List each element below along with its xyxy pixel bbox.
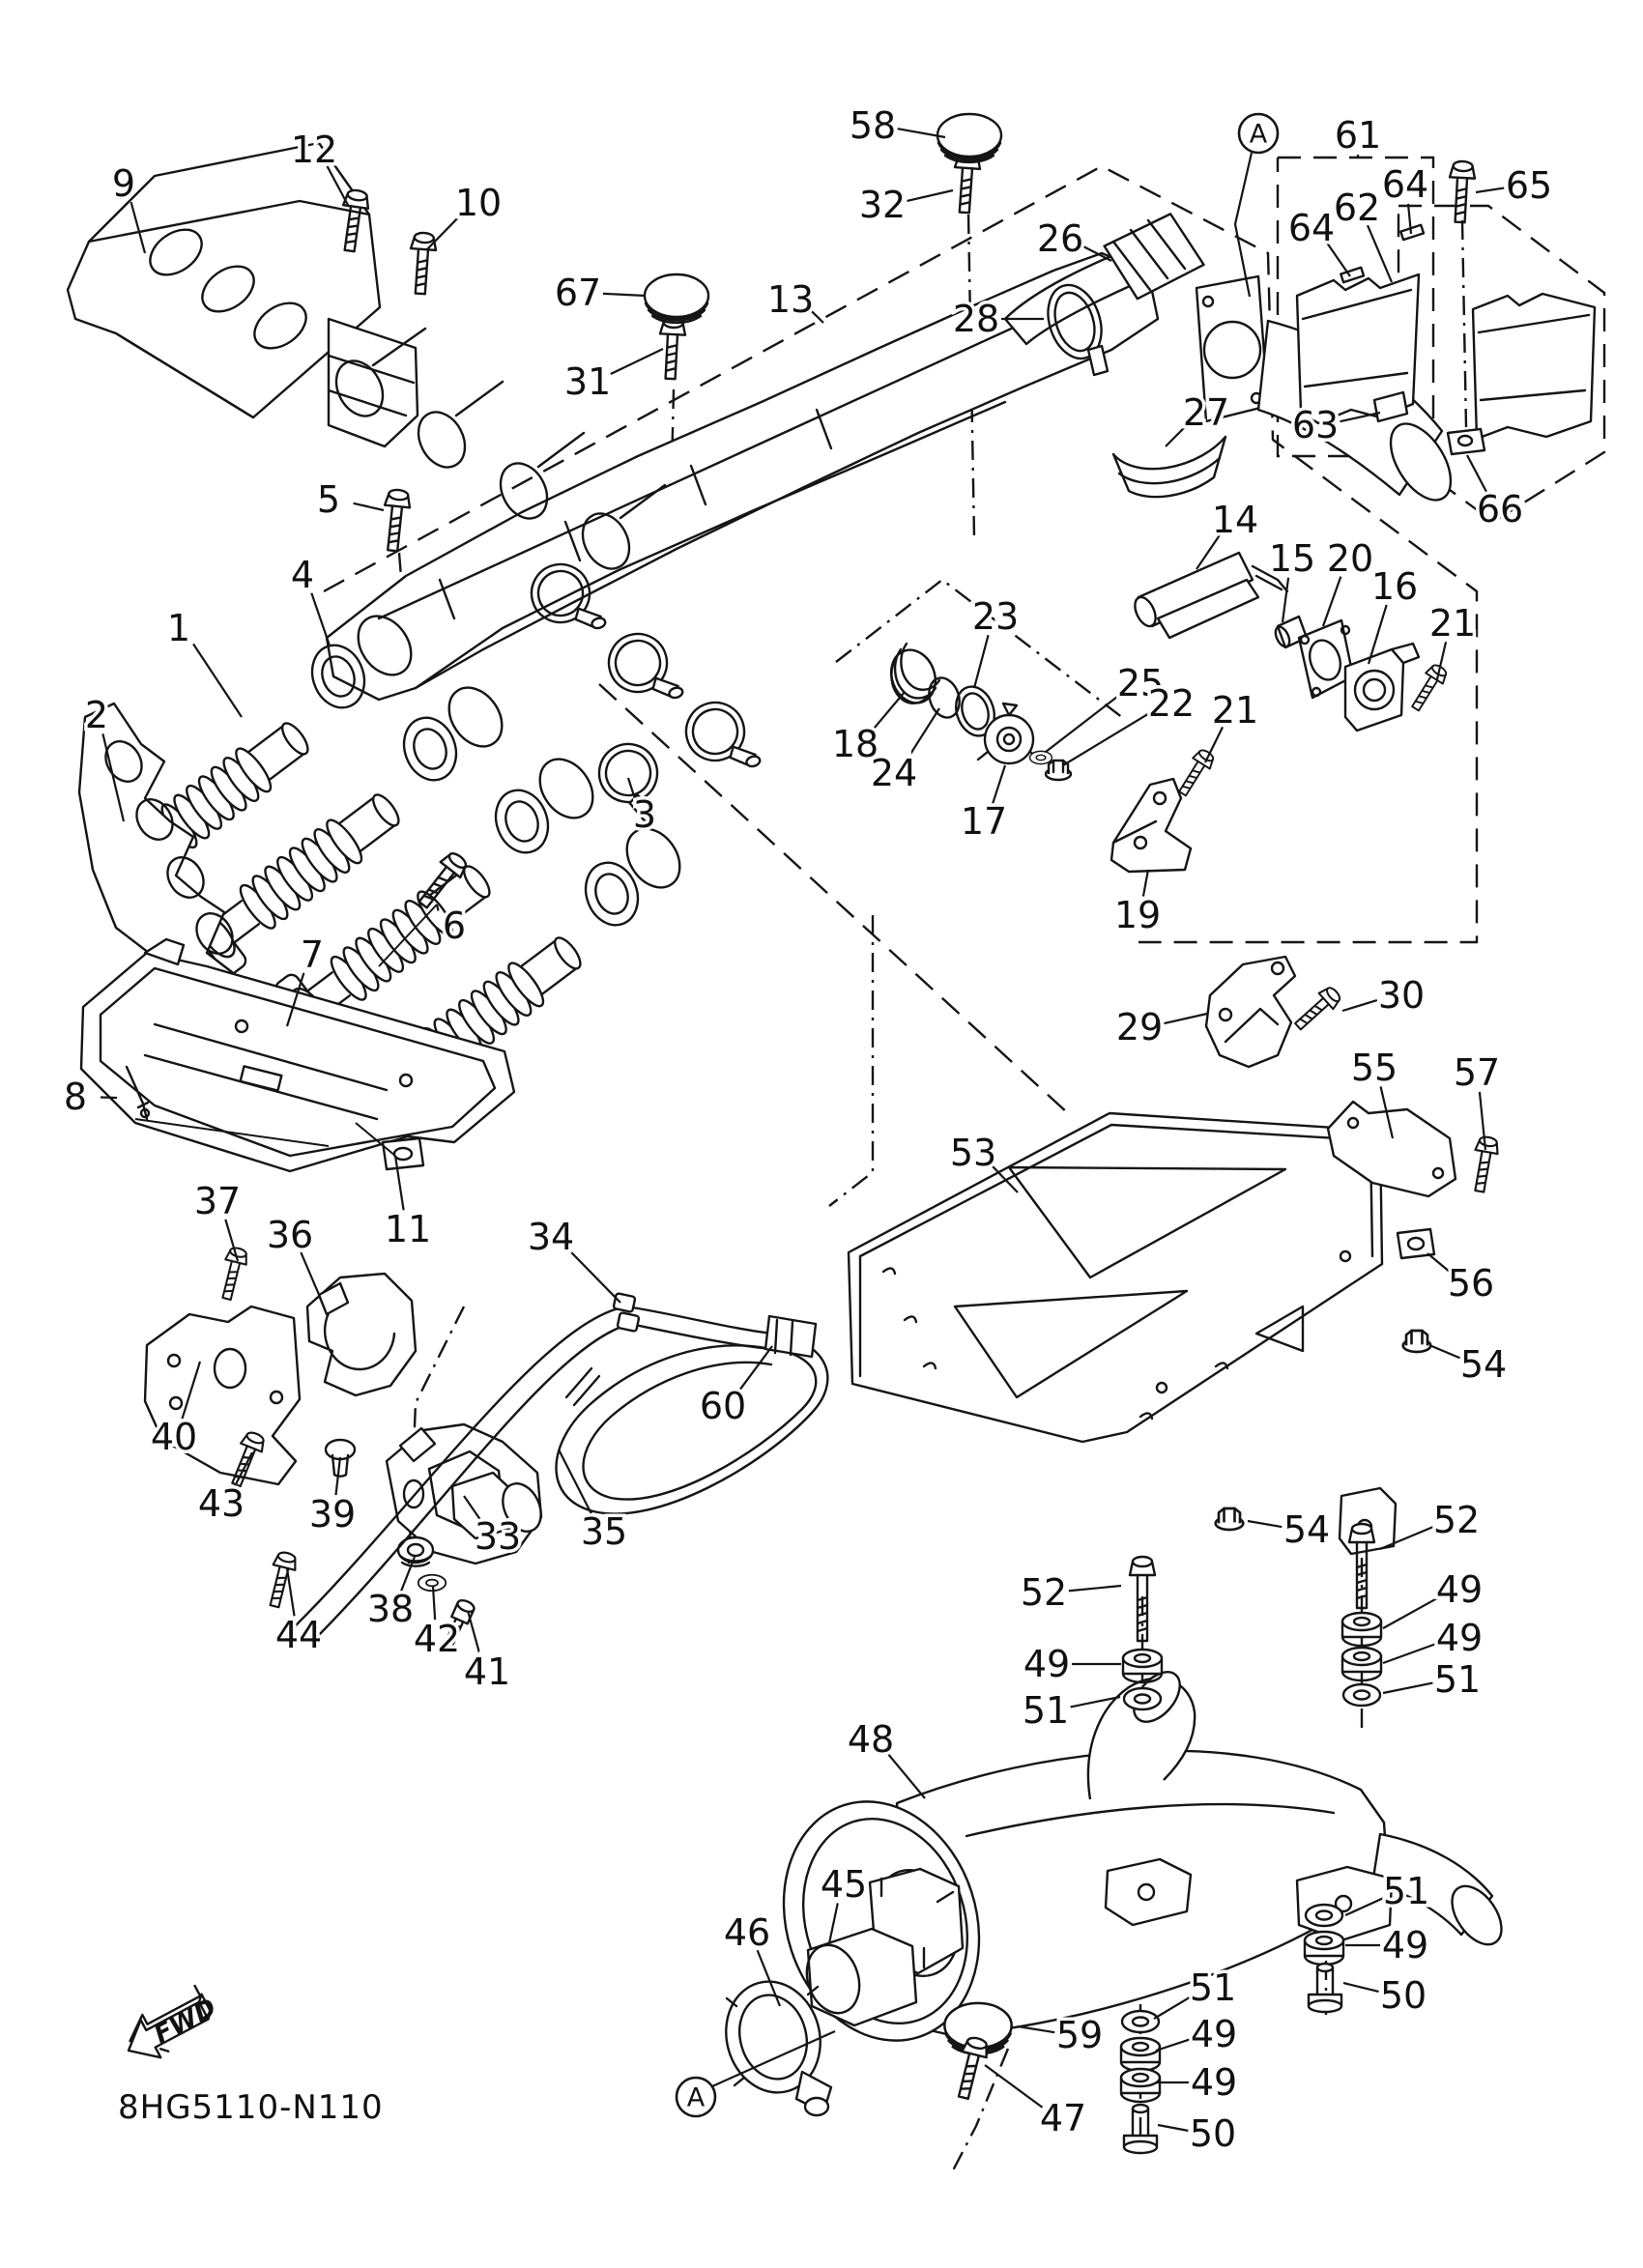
washer-51: [1306, 1905, 1342, 1926]
cap-58: [937, 114, 1001, 162]
clip-11: [383, 1138, 423, 1169]
callout-43: 43: [197, 1482, 245, 1525]
callout-46: 46: [723, 1911, 771, 1954]
callout-19: 19: [1113, 894, 1162, 936]
callout-47: 47: [1039, 2097, 1087, 2139]
callout-59: 59: [1055, 2014, 1104, 2056]
fwd-text: FWD: [149, 1993, 221, 2051]
bolt-21: [1174, 747, 1217, 799]
joint-spring-18: [884, 644, 942, 709]
callout-51: 51: [1382, 1870, 1430, 1912]
callout-30: 30: [1377, 974, 1426, 1017]
bolt-44: [264, 1550, 299, 1609]
callout-3: 3: [632, 793, 657, 836]
callout-23: 23: [971, 595, 1020, 638]
callout-28: 28: [952, 298, 1000, 340]
callout-42: 42: [413, 1618, 461, 1660]
part-code: 8HG5110-N110: [118, 2088, 384, 2127]
fwd-arrow: [116, 1982, 223, 2069]
callout-56: 56: [1447, 1262, 1495, 1305]
callout-38: 38: [366, 1588, 415, 1630]
callout-26: 26: [1036, 217, 1084, 260]
callout-9: 9: [111, 162, 136, 205]
damper-49: [1305, 1932, 1343, 1965]
callout-49: 49: [1435, 1617, 1484, 1659]
muffler-bracket-lower: [1297, 1867, 1392, 1940]
shield-62-installed: [1473, 294, 1595, 439]
callout-66: 66: [1476, 488, 1524, 531]
callout-61: 61: [1334, 114, 1382, 157]
callout-31: 31: [563, 360, 612, 403]
bolt-6: [413, 849, 470, 913]
callout-49: 49: [1435, 1568, 1484, 1611]
callout-50: 50: [1379, 1974, 1427, 2017]
callout-63: 63: [1291, 404, 1340, 446]
callout-40: 40: [150, 1416, 198, 1458]
damper-64: [1340, 268, 1364, 282]
callout-64: 64: [1381, 163, 1429, 206]
under-cover-7: [81, 939, 514, 1171]
washer-25: [1030, 751, 1052, 763]
callout-17: 17: [960, 800, 1008, 843]
callout-34: 34: [527, 1216, 575, 1258]
callout-1: 1: [166, 607, 191, 649]
callout-24: 24: [870, 752, 918, 794]
callout-20: 20: [1326, 537, 1374, 580]
cable-loop-35: [556, 1334, 827, 1513]
cap-67: [645, 274, 708, 323]
seal-ring-4: [395, 710, 464, 788]
bolt-52: [1349, 1524, 1374, 1608]
callout-50: 50: [1189, 2112, 1237, 2155]
outlet-joint-16: [1345, 644, 1419, 731]
callout-51: 51: [1433, 1658, 1482, 1701]
callout-21: 21: [1428, 602, 1477, 645]
callout-39: 39: [308, 1493, 357, 1536]
callout-60: 60: [699, 1385, 747, 1427]
cable-bracket-36: [307, 1274, 416, 1395]
callout-65: 65: [1505, 164, 1553, 207]
callout-5: 5: [316, 478, 341, 521]
callout-14: 14: [1211, 499, 1259, 541]
callout-15: 15: [1268, 537, 1316, 580]
svg-text:A: A: [1249, 119, 1268, 150]
callout-52: 52: [1020, 1571, 1068, 1614]
damper-64: [1400, 225, 1424, 240]
callout-49: 49: [1381, 1924, 1429, 1967]
nut-54: [1216, 1508, 1244, 1530]
callout-11: 11: [384, 1208, 432, 1250]
washer-51: [1343, 1684, 1380, 1706]
callout-10: 10: [454, 182, 503, 224]
callout-12: 12: [290, 129, 338, 171]
callout-57: 57: [1453, 1051, 1501, 1094]
muffler-shield-27: [1113, 437, 1225, 497]
callout-58: 58: [849, 104, 897, 147]
callout-49: 49: [1190, 2013, 1238, 2055]
clip-nut-66: [1448, 429, 1484, 454]
callout-25: 25: [1116, 662, 1165, 704]
callout-21: 21: [1211, 689, 1259, 732]
callout-55: 55: [1350, 1047, 1398, 1089]
callout-54: 54: [1283, 1508, 1331, 1551]
callout-67: 67: [554, 272, 602, 314]
callout-45: 45: [820, 1863, 868, 1906]
bolt-10: [408, 232, 437, 295]
callout-27: 27: [1182, 391, 1230, 434]
muffler-protector-53: [849, 1113, 1382, 1442]
washer-42: [418, 1575, 447, 1592]
callout-35: 35: [580, 1510, 628, 1553]
callout-13: 13: [766, 278, 815, 321]
bracket-29: [1206, 957, 1295, 1067]
nut-54: [1403, 1331, 1431, 1352]
callout-51: 51: [1022, 1689, 1070, 1732]
svg-text:A: A: [686, 2082, 706, 2113]
callout-29: 29: [1115, 1006, 1164, 1048]
bracket-19: [1111, 779, 1191, 872]
centerline: [952, 2049, 1008, 2172]
joint-connector-60: [765, 1316, 816, 1357]
callout-6: 6: [442, 904, 467, 947]
callout-49: 49: [1190, 2061, 1238, 2104]
bolt-37: [216, 1246, 249, 1301]
callout-22: 22: [1147, 682, 1196, 725]
callout-4: 4: [290, 554, 315, 596]
callout-18: 18: [831, 723, 879, 765]
bolt-5: [380, 489, 411, 552]
seal-ring-4: [487, 783, 556, 860]
bolt-52: [1130, 1557, 1155, 1641]
callout-2: 2: [84, 694, 109, 736]
callout-48: 48: [847, 1718, 895, 1761]
callout-52: 52: [1432, 1499, 1481, 1541]
stay-rod-14: [1131, 553, 1287, 638]
callout-7: 7: [300, 933, 325, 976]
callout-53: 53: [949, 1132, 997, 1174]
shield-62-assembly: [1297, 225, 1424, 423]
seal-ring-4: [577, 855, 646, 933]
ref-circle-A: [1235, 114, 1278, 297]
callout-64: 64: [1287, 207, 1336, 249]
callout-49: 49: [1023, 1643, 1071, 1685]
callout-8: 8: [63, 1076, 88, 1118]
centerline: [1462, 220, 1466, 427]
callout-37: 37: [193, 1180, 242, 1222]
callout-62: 62: [1333, 187, 1381, 229]
callout-16: 16: [1370, 565, 1419, 608]
bolt-21: [1407, 662, 1450, 714]
damper-49: [1121, 2038, 1160, 2071]
washer-51: [1124, 1688, 1161, 1709]
callout-51: 51: [1189, 1967, 1237, 2009]
callout-32: 32: [858, 184, 907, 226]
callout-44: 44: [274, 1614, 323, 1656]
callout-41: 41: [463, 1651, 511, 1693]
bolt-30: [1291, 984, 1344, 1034]
parts-artwork: [68, 114, 1595, 2153]
washer-51: [1122, 2011, 1159, 2032]
callout-54: 54: [1459, 1343, 1508, 1386]
screw-65: [1448, 160, 1476, 222]
callout-33: 33: [474, 1515, 522, 1558]
callout-36: 36: [266, 1214, 314, 1256]
centerline: [829, 915, 873, 1206]
